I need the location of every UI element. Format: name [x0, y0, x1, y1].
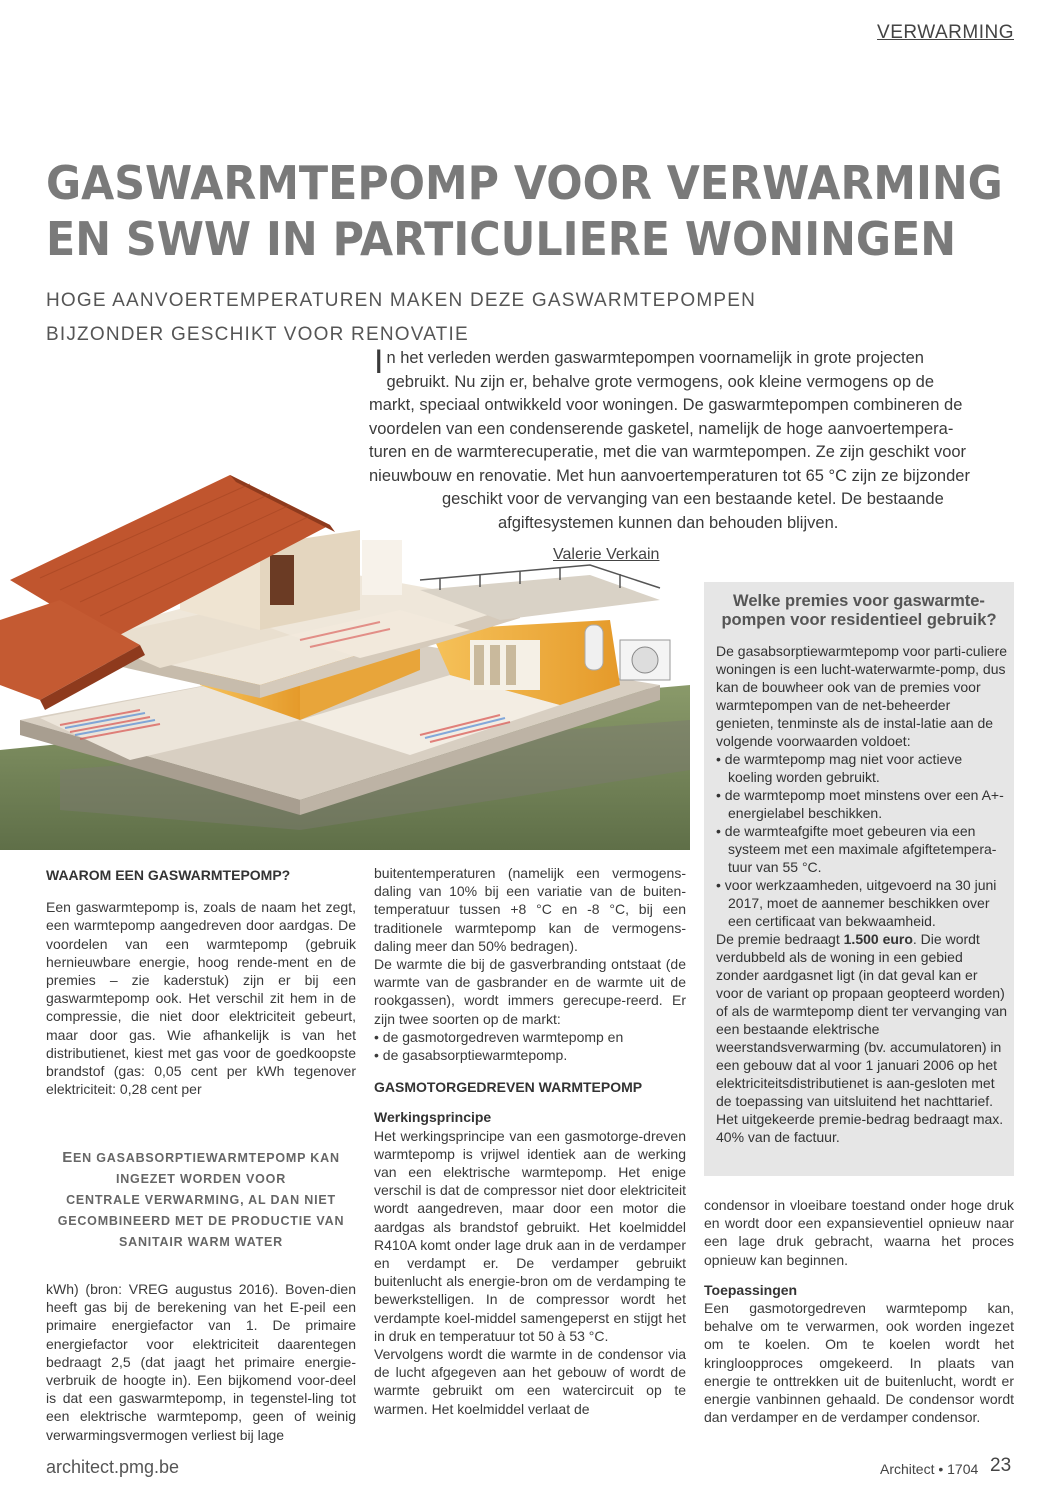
intro-line: gebruikt. Nu zijn er, behalve grote vermogens, ook kleine vermogens op de: [386, 372, 935, 391]
subheading: Werkingsprincipe: [374, 1109, 492, 1126]
column-1-continued: [46, 1280, 356, 1444]
box-body: [716, 642, 1008, 1146]
section-heading: WAAROM EEN GASWARMTEPOMP?: [46, 867, 291, 883]
author: Valerie Verkain: [553, 546, 660, 563]
title-line-2: EN SWW IN PARTICULIERE WONINGEN: [46, 212, 957, 266]
title-line-1: GASWARMTEPOMP VOOR VERWARMING: [46, 156, 1003, 210]
box-bullet: • voor werkzaamheden, uitgevoerd na 30 juni 2017, moet de aannemer beschikken over een certificaat van bekwaamheid.: [716, 877, 997, 929]
body-paragraph: Een gasmotorgedreven warmtepomp kan, behalve om te verwarmen, ook worden ingezet om te koelen. Om te koelen wordt het kringloopproces omgekeerd. In plaats van energie te onttrekken uit de buitenlucht, wordt er energie vanbinnen gehaald. De condensor wordt dan verdamper en de verdamper condensor.: [704, 1300, 1014, 1426]
page-number: 23: [990, 1455, 1012, 1476]
body-paragraph: kWh) (bron: VREG augustus 2016). Boven-dien heeft gas bij de berekening van het E-peil een primaire energiefactor van 1. De primaire energiefactor voor elektriciteit daarentegen bedraagt 2,5 (dat jaagt het primaire energie-verbruik de hoogte in). Een bijkomend voor-deel is dat een gaswarmtepomp, in tegenstel-ling tot een elektrische warmtepomp, geen of weinig verwarmingsvermogen verliest bij lage: [46, 1281, 356, 1443]
box-paragraph: De gasabsorptiewarmtepomp voor parti-culiere woningen is een lucht-waterwarmte-pomp, dus kan de bouwheer ook van de premies voor warmtepompen van de net-beheerder genieten, tenminste als de instal-latie aan de volgende voorwaarden voldoet:: [716, 643, 1008, 749]
intro-line: voordelen van een condenserende gasketel, namelijk de hoge aanvoertempera-: [369, 419, 954, 438]
subtitle: [46, 284, 756, 352]
column-3: [704, 1196, 1014, 1426]
section-heading: GASMOTORGEDREVEN WARMTEPOMP: [374, 1079, 643, 1096]
intro-line: afgiftesystemen kunnen dan behouden blijven.: [498, 513, 839, 532]
quote-line: GECOMBINEERD MET DE PRODUCTIE VAN: [57, 1214, 345, 1228]
footer-magazine: Architect • 1704: [880, 1461, 979, 1477]
pull-quote: [46, 1147, 356, 1253]
body-paragraph: condensor in vloeibare toestand onder hoge druk en wordt door een expansieventiel opnieuw naar een lage druk gebracht, waarna het proces opnieuw kan beginnen.: [704, 1197, 1014, 1268]
intro-line: In het verleden werden gaswarmtepompen voornamelijk in grote projecten: [374, 343, 924, 381]
page-title: [46, 155, 1003, 267]
intro-line: geschikt voor de vervanging van een bestaande ketel. De bestaande: [442, 490, 944, 508]
house-cutaway-illustration: [0, 470, 690, 850]
subheading: Toepassingen: [704, 1281, 798, 1298]
intro-line: turen en de warmterecuperatie, met die van warmtepompen. Ze zijn geschikt voor: [369, 443, 967, 461]
body-paragraph: Het werkingsprincipe van een gasmotorge-dreven warmtepomp is vrijwel identiek aan de werking van een elektrische warmtepomp. Het enige verschil is dat de compressor niet door elektriciteit wordt aangedreven, maar door een motor die aardgas als brandstof gebruikt. Het koelmiddel R410A komt onder lage druk aan in de verdamper en verdampt er. De verdamper gebruikt buitenlucht als energie-bron om de verdamping te bewerkstelligen. In de compressor wordt het verdampte koel-middel samengeperst en stijgt het in druk en temperatuur tot 50 à 53 °C.: [374, 1127, 686, 1344]
box-title-line-1: Welke premies voor gaswarmte-: [733, 592, 985, 610]
drop-cap: I: [374, 343, 384, 381]
premium-amount: 1.500 euro: [843, 931, 913, 947]
body-paragraph: Vervolgens wordt die warmte in de condensor via de lucht afgegeven aan het gebouw of wordt de warmte gebruikt om een watercircuit op te warmen. Het koelmiddel verlaat de: [374, 1346, 686, 1417]
footer-url[interactable]: architect.pmg.be: [46, 1457, 180, 1477]
column-1: [46, 866, 356, 1098]
list-item: • de gasabsorptiewarmtepomp.: [374, 1047, 568, 1064]
intro-line: nieuwbouw en renovatie. Met hun aanvoertemperaturen tot 65 °C zijn ze bijzonder: [369, 466, 970, 485]
list-item: • de gasmotorgedreven warmtepomp en: [374, 1028, 624, 1045]
box-bullet: • de warmteafgifte moet gebeuren via een systeem met een maximale afgiftetempera-tuur van 55 °C.: [716, 823, 997, 875]
intro-line: markt, speciaal ontwikkeld voor woningen. De gaswarmtepompen combineren de: [369, 396, 963, 414]
box-bullet: • de warmtepomp moet minstens over een A+-energielabel beschikken.: [716, 787, 1004, 821]
quote-line: CENTRALE VERWARMING, AL DAN NIET: [66, 1193, 336, 1207]
column-2: [374, 864, 686, 1418]
body-paragraph: Een gaswarmtepomp is, zoals de naam het zegt, een warmtepomp aangedreven door aardgas. De voordelen van een warmtepomp (gebruik hernieuwbare energie, hoog rende-ment en de premies – zie kaderstuk) zijn er bij een gaswarmtepomp ook. Het verschil zit hem in de compressie, die niet door elektriciteit gebeurt, maar door gas. Wie afhankelijk is van het distributienet, kiest met gas voor de goedkoopste brandstof (gas: 0,05 cent per kWh tegenover elektriciteit: 0,28 cent per: [46, 899, 356, 1098]
quote-line: SANITAIR WARM WATER: [118, 1235, 284, 1249]
box-title-line-2: pompen voor residentieel gebruik?: [721, 611, 997, 629]
subtitle-line-1: HOGE AANVOERTEMPERATUREN MAKEN DEZE GASWARMTEPOMPEN: [46, 290, 757, 311]
quote-line: EEN GASABSORPTIEWARMTEPOMP KAN: [62, 1149, 340, 1166]
box-paragraph: De premie bedraagt 1.500 euro. Die wordt verdubbeld als de woning in een gebied zonder aardgasnet ligt (in dat geval kan er voor de variant op propaan geopteerd worden) of als de warmtepomp dient ter vervanging van een bestaande elektrische weerstandsverwarming (bv. accumulatoren) in een gebouw dat al voor 1 januari 2006 op het elektriciteitsdistributienet is aan-gesloten met de toepassing van uitsluitend het nachttarief. Het uitgekeerde premie-bedrag bedraagt max. 40% van de factuur.: [716, 931, 1008, 1145]
subtitle-line-2: BIJZONDER GESCHIKT VOOR RENOVATIE: [46, 324, 469, 345]
section-tag: VERWARMING: [877, 22, 1014, 43]
box-bullet: • de warmtepomp mag niet voor actieve koeling worden gebruikt.: [716, 751, 963, 785]
premium-info-box: [704, 582, 1014, 1176]
box-title: [704, 592, 1014, 630]
body-paragraph: De warmte die bij de gasverbranding ontstaat (de warmte van de gasbrander en de warmte uit de rookgassen), wordt immers gerecupe-reerd. Er zijn twee soorten op de markt:: [374, 956, 686, 1027]
quote-line: INGEZET WORDEN VOOR: [115, 1172, 287, 1186]
body-paragraph: buitentemperaturen (namelijk een vermogens-daling van 10% bij een variatie van de buiten-temperatuur tussen +8 °C en -8 °C, bij een traditionele warmtepomp kan de vermogens-daling meer dan 50% bedragen).: [374, 865, 686, 954]
